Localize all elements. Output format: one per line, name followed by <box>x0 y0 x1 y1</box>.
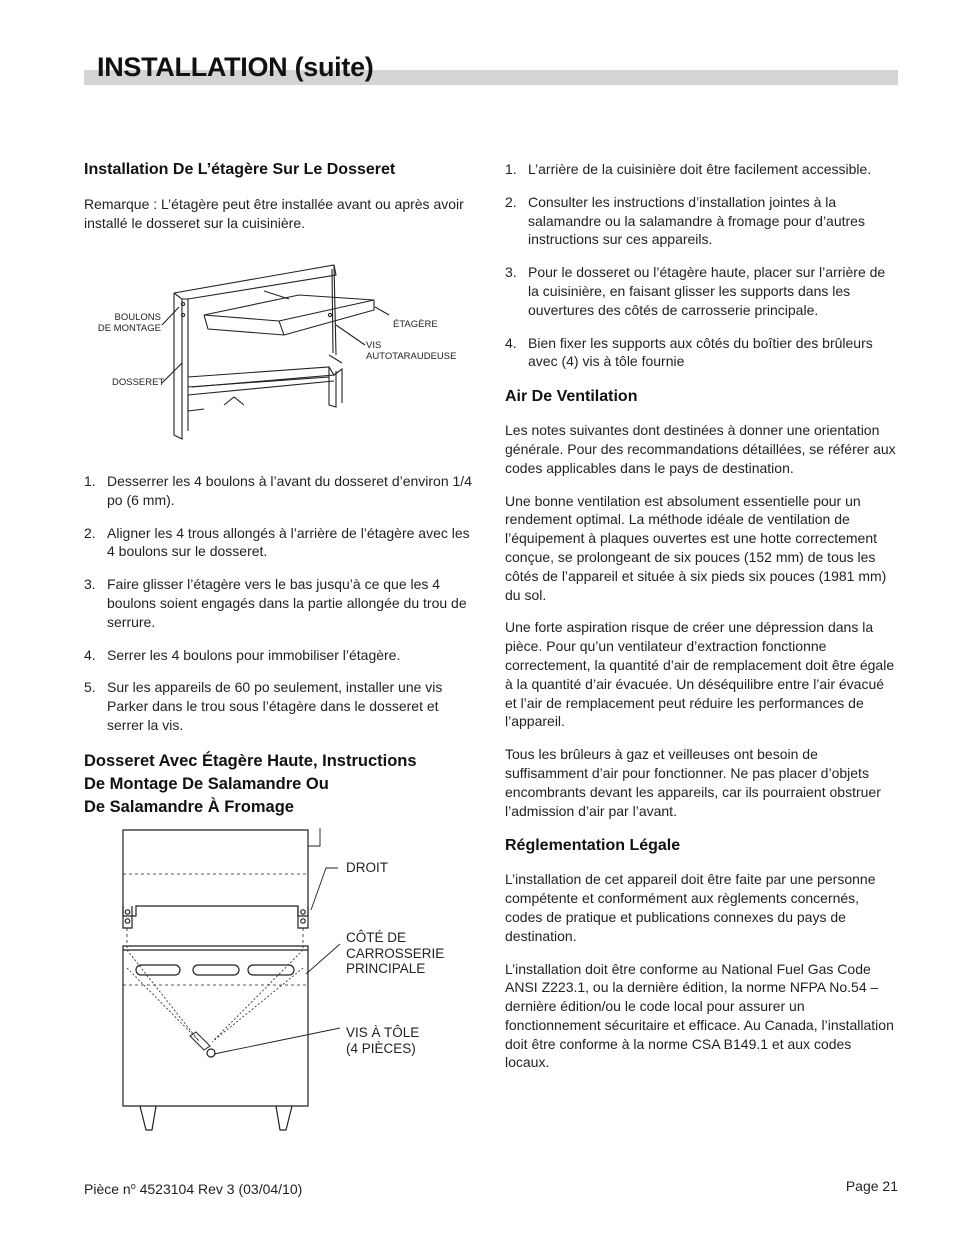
page-title: INSTALLATION (suite) <box>97 52 374 82</box>
salamander-drawing <box>118 828 438 1133</box>
shelf-steps-list <box>84 472 476 735</box>
legal-heading: Réglementation Légale <box>505 837 681 855</box>
legal-paragraph: L’installation de cet appareil doit être faite par une personne compétente et conformément aux règlements concernés, codes de pratique et publications connexes du pays de destination. <box>505 871 876 944</box>
footer-part-number: Pièce $n^o$ 4523104 Rev 3 (03/04/10) <box>84 1181 303 1197</box>
list-item: 4. Bien fixer les supports aux côtés du boîtier des brûleurs avec (4) vis à tôle fournie <box>505 334 873 370</box>
figure-salamander-mounting <box>118 828 445 1133</box>
list-item: 3. Pour le dosseret ou l’étagère haute, placer sur l’arrière de la cuisinière, en faisant glisser les supports dans les ouvertures des côtés de carrosserie principale. <box>505 264 886 318</box>
label-screw: VIS AUTOTARAUDEUSE <box>366 340 457 362</box>
left-column <box>84 160 476 233</box>
list-item: 2. Consulter les instructions d’installation jointes à la salamandre ou la salamandre à fromage pour d’autres instructions sur ces appareils. <box>505 193 865 248</box>
list-item: 2. Aligner les 4 trous allongés à l’arrière de l’étagère avec les 4 boulons sur le dosseret. <box>84 524 470 560</box>
left-column-lower <box>84 472 476 819</box>
list-item: 3. Faire glisser l’étagère vers le bas jusqu’à ce que les 4 boulons soient engagés dans la partie allongée du trou de serrure. <box>84 576 467 630</box>
shelf-remark: Remarque : L’étagère peut être installée avant ou après avoir installé le dosseret sur la cuisinière. <box>84 196 464 231</box>
label-screws: VIS À TÔLE (4 PIÈCES) <box>346 1025 420 1056</box>
label-bolts: BOULONS DE MONTAGE <box>97 312 161 334</box>
ventilation-paragraph: Les notes suivantes dont destinées à donner une orientation générale. Pour des recommandations détaillées, se référer aux codes applicables dans le pays de destination. <box>505 422 896 476</box>
label-right: DROIT <box>346 860 388 875</box>
footer-page-number: Page 21 <box>845 1178 898 1194</box>
list-item: 1. L’arrière de la cuisinière doit être facilement accessible. <box>505 161 872 177</box>
right-column <box>505 160 898 1072</box>
salamander-steps-list <box>505 160 898 371</box>
label-side: CÔTÉ DE CARROSSERIE PRINCIPALE <box>346 930 445 976</box>
label-shelf: ÉTAGÈRE <box>393 319 438 330</box>
label-backsplash: DOSSERET <box>112 377 165 388</box>
ventilation-paragraph: Tous les brûleurs à gaz et veilleuses ont besoin de suffisamment d’air pour fonctionner. Ne pas placer d’objets encombrants devant les appareils, car ils pourraient obstruer l’admission d’air par l’avant. <box>505 746 881 819</box>
figure-shelf-backsplash <box>84 255 476 450</box>
salamander-heading: Dosseret Avec Étagère Haute, Instructions De Montage De Salamandre Ou De Salamandre À Fromage <box>84 751 417 816</box>
shelf-heading: Installation De L’étagère Sur Le Dosseret <box>84 161 396 178</box>
legal-paragraph: L’installation doit être conforme au National Fuel Gas Code ANSI Z223.1, ou la dernière édition, la norme NFPA No.54 – dernière édition/ou le code local pour assurer un fonctionnement sécuritaire et efficace. Au Canada, l’installation doit être conforme à la norme CSA B149.1 et aux codes locaux. <box>505 960 894 1071</box>
list-item: 5. Sur les appareils de 60 po seulement, installer une vis Parker dans le trou sous l’étagère dans le dosseret et serrer la vis. <box>84 679 443 733</box>
ventilation-heading: Air De Ventilation <box>505 388 638 406</box>
list-item: 1. Desserrer les 4 boulons à l’avant du dosseret d’environ 1/4 po (6 mm). <box>84 473 472 508</box>
ventilation-paragraph: Une bonne ventilation est absolument essentielle pour un rendement optimal. La méthode idéale de ventilation de l’équipement à plaques ouvertes est une hotte correctement conçue, se prolongeant de six pouces (152 mm) de tous les côtés de l’appareil et située à six pieds six pouces (1981 mm) du sol. <box>505 492 887 603</box>
ventilation-paragraph: Une forte aspiration risque de créer une dépression dans la pièce. Pour qu’un ventilateur d’extraction fonctionne correctement, la quantité d’air de remplacement doit être égale à la quantité d’air évacuée. Un déséquilibre entre l’air évacué et l’air de remplacement peut réduire les performances de l’appareil. <box>505 619 895 730</box>
list-item: 4. Serrer les 4 boulons pour immobiliser l’étagère. <box>84 646 401 663</box>
